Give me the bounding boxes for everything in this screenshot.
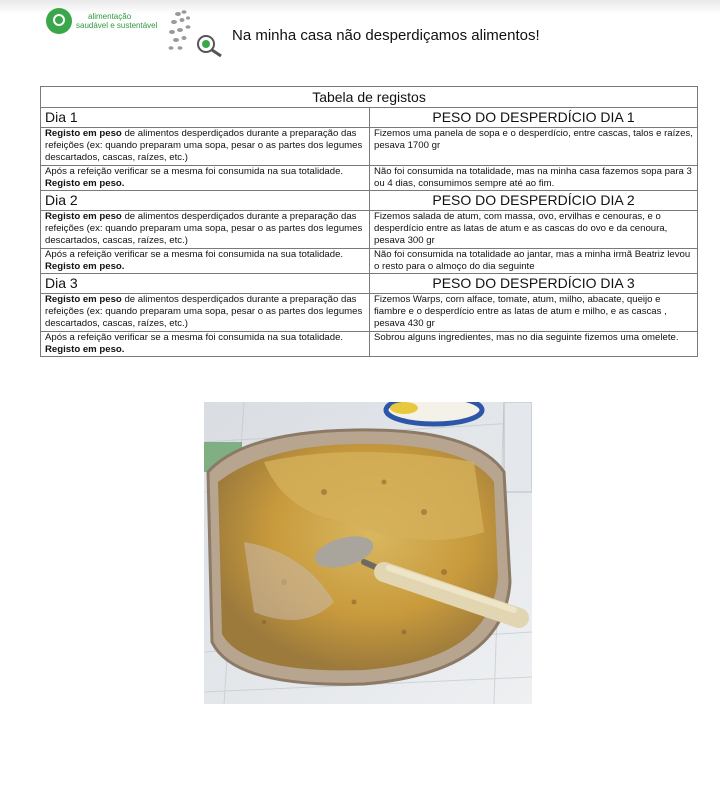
instruction-text: Após a refeição verificar se a mesma foi consumida na sua totalidade. [45, 248, 344, 260]
instruction-cell [41, 331, 370, 356]
instruction-text: de alimentos desperdiçados durante a preparação das refeições (ex: quando preparam uma sopa, pesar o as partes dos legumes descartados, cascas, raízes, etc.) [45, 294, 363, 330]
table-row [41, 331, 698, 356]
page-header [0, 0, 720, 70]
table-caption: Tabela de registos [41, 87, 698, 108]
table-caption-row [41, 87, 698, 108]
answer-cell: Não foi consumida na totalidade, mas na minha casa fazemos sopa para 3 ou 4 dias, consumimos sempre até ao fim. [370, 165, 698, 190]
instruction-cell [41, 165, 370, 190]
peso-title: PESO DO DESPERDÍCIO DIA 2 [370, 191, 698, 211]
logo-line-2: saudável e sustentável [76, 21, 158, 30]
answer-cell: Fizemos salada de atum, com massa, ovo, ervilhas e cenouras, e o desperdício entre as latas de atum e as cascas do ovo e da cenoura, pesava 300 gr [370, 211, 698, 249]
day-header-row [41, 108, 698, 128]
answer-cell: Não foi consumida na totalidade ao jantar, mas a minha irmã Beatriz levou o resto para o almoço do dia seguinte [370, 248, 698, 273]
answer-cell: Fizemos uma panela de sopa e o desperdício, entre cascas, talos e raízes, pesava 1700 gr [370, 128, 698, 166]
answer-cell: Sobrou alguns ingredientes, mas no dia seguinte fizemos uma omelete. [370, 331, 698, 356]
table-row [41, 294, 698, 332]
logo-text [76, 12, 157, 30]
bold-text: Registo em peso [45, 211, 122, 223]
food-photo [204, 402, 532, 704]
day-header-row [41, 191, 698, 211]
table-row [41, 248, 698, 273]
bold-text: Registo em peso. [45, 260, 125, 272]
day-header-row [41, 274, 698, 294]
peso-title: PESO DO DESPERDÍCIO DIA 3 [370, 274, 698, 294]
bold-text: Registo em peso. [45, 177, 125, 189]
table-row [41, 165, 698, 190]
bold-text: Registo em peso [45, 294, 122, 306]
instruction-cell [41, 248, 370, 273]
instruction-text: de alimentos desperdiçados durante a preparação das refeições (ex: quando preparam uma sopa, pesar o as partes dos legumes descartados, cascas, raízes, etc.) [45, 211, 363, 247]
logo-line-1: alimentação [88, 12, 132, 21]
instruction-text: de alimentos desperdiçados durante a preparação das refeições (ex: quando preparam uma sopa, pesar o as partes dos legumes descartados, cascas, raízes, etc.) [45, 128, 363, 164]
bold-text: Registo em peso [45, 128, 122, 139]
logo [46, 8, 166, 38]
peso-title: PESO DO DESPERDÍCIO DIA 1 [370, 108, 698, 128]
day-label: Dia 1 [41, 108, 370, 128]
instruction-cell [41, 294, 370, 332]
page-title: Na minha casa não desperdiçamos alimentos! [232, 27, 540, 44]
answer-cell: Fizemos Warps, corn alface, tomate, atum, milho, abacate, queijo e fiambre e o desperdício entre as latas de atum e milho, e as cascas , pesava 430 gr [370, 294, 698, 332]
day-label: Dia 2 [41, 191, 370, 211]
instruction-cell [41, 211, 370, 249]
gratin-dish-illustration [204, 402, 532, 704]
bold-text: Registo em peso. [45, 343, 125, 355]
instruction-text: Após a refeição verificar se a mesma foi consumida na sua totalidade. [45, 331, 344, 343]
instruction-text: Após a refeição verificar se a mesma foi consumida na sua totalidade. [45, 165, 344, 177]
table-row [41, 211, 698, 249]
day-label: Dia 3 [41, 274, 370, 294]
table-row [41, 128, 698, 166]
records-table [40, 86, 698, 357]
leaf-circle-icon [46, 8, 72, 34]
magnifier-icon [168, 8, 224, 58]
instruction-cell [41, 128, 370, 166]
